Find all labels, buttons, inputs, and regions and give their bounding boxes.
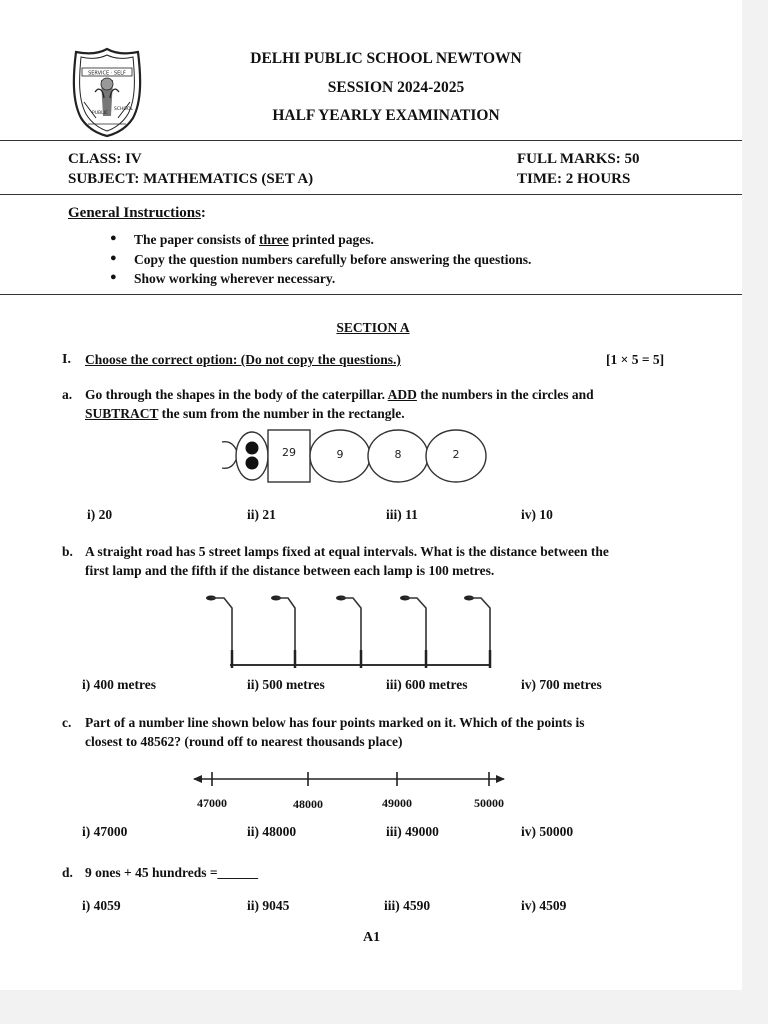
question-d-option-2: ii) 9045	[247, 898, 290, 913]
caterpillar-figure	[218, 428, 490, 486]
exam-title: HALF YEARLY EXAMINATION	[272, 107, 500, 124]
section-question-text: Choose the correct option: (Do not copy the questions.)	[85, 352, 401, 367]
question-d-text: 9 ones + 45 hundreds =______	[85, 865, 259, 880]
instruction-text: Show working wherever necessary.	[134, 271, 336, 286]
question-a-add-keyword: ADD	[387, 387, 417, 402]
caterpillar-circle-number: 8	[394, 448, 402, 461]
question-d-option-3: iii) 4590	[384, 898, 431, 913]
instructions-heading	[68, 205, 206, 222]
question-a-option-2: ii) 21	[247, 507, 276, 522]
school-crest-logo	[68, 46, 146, 138]
time-label: TIME: 2 HOURS	[517, 171, 631, 187]
instructions-heading-text: General Instructions	[68, 205, 201, 221]
instructions-divider	[0, 294, 742, 295]
instruction-item	[110, 252, 531, 272]
class-label: CLASS: IV	[68, 151, 142, 167]
subject-label: SUBJECT: MATHEMATICS (SET A)	[68, 171, 314, 187]
instruction-text: The paper consists of	[134, 232, 260, 247]
question-d-option-1: i) 4059	[82, 898, 121, 913]
question-a-text: Go through the shapes in the body of the caterpillar.	[85, 387, 388, 402]
street-lamp	[206, 596, 232, 669]
arrow-right-icon	[496, 775, 505, 783]
question-c-option-4: iv) 50000	[521, 824, 574, 839]
instruction-text: Copy the question numbers carefully before answering the questions.	[134, 251, 532, 267]
question-a-text: the numbers in the circles and	[416, 387, 594, 402]
number-line-tick-label: 50000	[474, 796, 504, 810]
number-line-figure	[190, 768, 508, 814]
question-b-label: b.	[62, 544, 73, 559]
question-d-option-4: iv) 4509	[521, 898, 567, 913]
street-lamps-figure	[198, 588, 520, 672]
instruction-underlined-word: three	[259, 232, 289, 247]
street-lamp	[336, 596, 361, 669]
question-a-subtract-keyword: SUBTRACT	[85, 406, 159, 421]
caterpillar-circle-number: 2	[452, 448, 460, 461]
caterpillar-circle-number: 9	[336, 448, 344, 461]
question-b-line2: first lamp and the fifth if the distance between each lamp is 100 metres.	[85, 563, 495, 578]
svg-text:SCHOOL: SCHOOL	[114, 107, 133, 112]
section-title: SECTION A	[336, 320, 410, 335]
question-b-option-2: ii) 500 metres	[247, 677, 325, 692]
header-divider-top	[0, 140, 742, 141]
question-b-option-1: i) 400 metres	[82, 677, 156, 692]
street-lamp	[464, 596, 490, 669]
school-name: DELHI PUBLIC SCHOOL NEWTOWN	[250, 50, 522, 67]
street-lamp	[271, 596, 295, 669]
section-marks: [1 × 5 = 5]	[606, 352, 665, 367]
caterpillar-eye	[246, 457, 259, 470]
full-marks-label: FULL MARKS: 50	[517, 151, 640, 167]
caterpillar-head	[236, 432, 268, 480]
page-number: A1	[363, 930, 381, 945]
instructions-heading-colon: :	[200, 205, 206, 221]
question-c-option-1: i) 47000	[82, 824, 128, 839]
question-c-line1: Part of a number line shown below has four points marked on it. Which of the points is	[85, 715, 585, 730]
instructions-list	[110, 232, 531, 291]
section-question-number: I.	[62, 352, 71, 367]
street-lamp	[400, 596, 426, 669]
question-b-option-3: iii) 600 metres	[386, 677, 468, 692]
question-a-line2	[85, 406, 405, 422]
caterpillar-eye	[246, 442, 259, 455]
question-c-line2: closest to 48562? (round off to nearest thousands place)	[85, 734, 403, 749]
question-d-label: d.	[62, 865, 73, 880]
question-a-label: a.	[62, 387, 73, 402]
number-line-tick-label: 47000	[197, 796, 227, 810]
question-b-line1: A straight road has 5 street lamps fixed at equal intervals. What is the distance between the	[85, 544, 609, 559]
number-line-tick-label: 48000	[293, 797, 323, 811]
question-b-option-4: iv) 700 metres	[521, 677, 602, 692]
caterpillar-rectangle-number: 29	[282, 446, 296, 459]
question-a-option-4: iv) 10	[521, 507, 553, 522]
arrow-left-icon	[193, 775, 202, 783]
question-c-option-3: iii) 49000	[386, 824, 439, 839]
question-a-text: the sum from the number in the rectangle.	[158, 406, 405, 421]
question-a-line1	[85, 387, 594, 403]
header-divider-bottom	[0, 194, 742, 195]
session-title: SESSION 2024-2025	[327, 79, 465, 96]
instruction-item	[110, 232, 531, 252]
svg-text:PUBLIC: PUBLIC	[92, 111, 109, 116]
question-a-option-1: i) 20	[87, 507, 113, 522]
question-c-label: c.	[62, 715, 72, 730]
instruction-text: printed pages.	[288, 232, 374, 247]
number-line-tick-label: 49000	[382, 796, 412, 810]
question-c-option-2: ii) 48000	[247, 824, 297, 839]
instruction-item	[110, 271, 531, 291]
svg-text:SERVICE · SELF: SERVICE · SELF	[88, 70, 126, 77]
question-a-option-3: iii) 11	[386, 507, 418, 522]
